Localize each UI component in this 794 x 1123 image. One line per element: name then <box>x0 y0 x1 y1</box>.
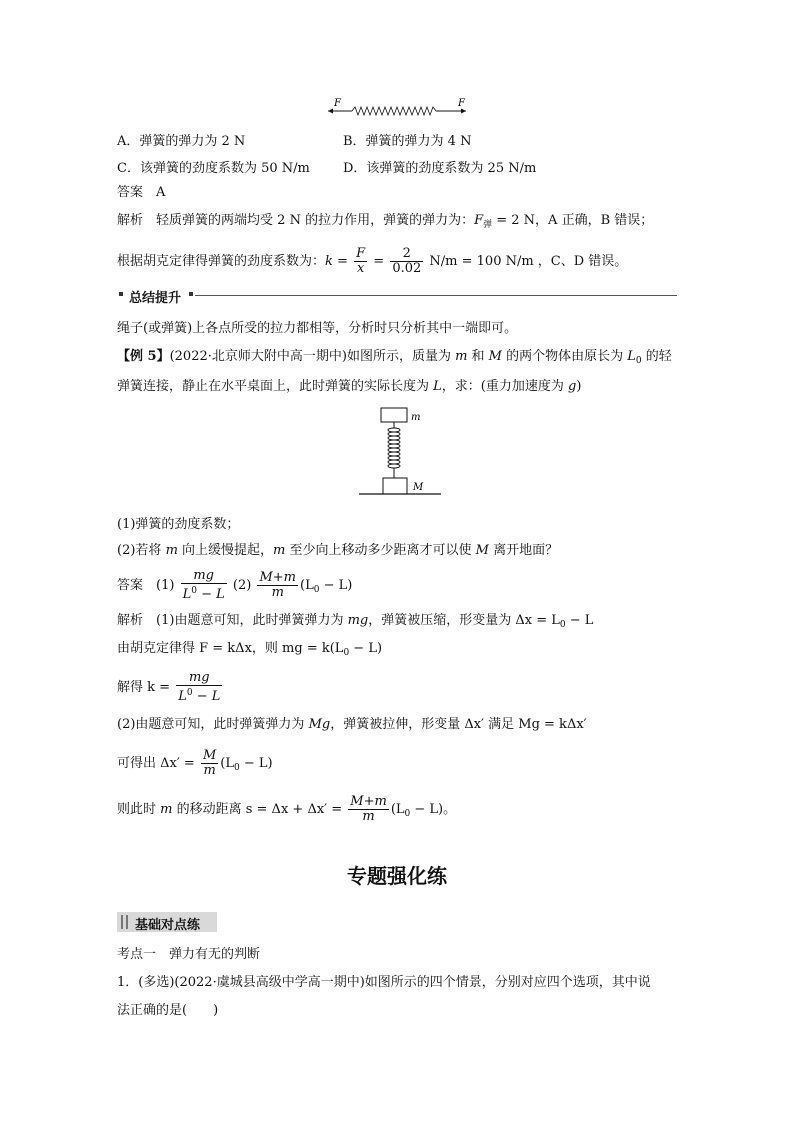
force-right-label: F <box>458 98 465 109</box>
analysis-2-line-4: (2)由题意可知，此时弹簧弹力为 Mg，弹簧被拉伸，形变量 Δx′ 满足 Mg = kΔx′ <box>117 717 587 732</box>
distance-fraction: $\frac{M+m}{m}$ <box>350 794 387 824</box>
mass-M-label: M <box>413 482 424 493</box>
answer-label: 答案 <box>117 185 144 200</box>
analysis-2-line-2: 由胡克定律得 F = kΔx，则 mg = $k(L_0 - L)$ <box>117 641 383 658</box>
basic-practice-label <box>117 912 217 932</box>
fraction-f-over-x: $\frac{F}{x}$ <box>356 246 366 276</box>
vertical-spring <box>388 428 400 468</box>
answer-line-1 <box>117 184 165 202</box>
summary-text: 绳子(或弹簧)上各点所受的拉力都相等，分析时只分析其中一端即可。 <box>117 321 518 336</box>
analysis-label: 解析 <box>117 213 144 228</box>
k-fraction: $\frac{mg}{L^0 - L}$ <box>178 670 221 704</box>
answer-fraction-2: $\frac{M+m}{m}$ <box>259 570 296 600</box>
section-title: 专题强化练 <box>347 864 447 888</box>
mass-M-block <box>383 478 407 494</box>
analysis-1-line-1: 解析 轻质弹簧的两端均受 2 N 的拉力作用，弹簧的弹力为：$F_弹 = 2$ N，A 正确，B 错误； <box>117 213 654 230</box>
answer-fraction-1: $\frac{mg}{L^0 - L}$ <box>182 568 225 602</box>
option-a: A．弹簧的弹力为 2 N <box>117 134 246 149</box>
spring-tension-figure <box>322 96 472 120</box>
answer-value: A <box>156 185 166 200</box>
example-5-line-1: 【例 5】(2022·北京师大附中高一期中)如图所示，质量为 m 和 M 的两个物体由原长为 $L_0$ 的轻 <box>117 349 672 366</box>
test-point: 考点一 弹力有无的判断 <box>117 947 261 962</box>
option-b: B．弹簧的弹力为 4 N <box>343 134 472 149</box>
fraction-2-over-002: $\frac{2}{0.02}$ <box>392 246 422 276</box>
question-2: (2)若将 m 向上缓慢提起，m 至少向上移动多少距离才可以使 M 离开地面？ <box>117 543 559 558</box>
analysis-2-line-6: 则此时 m 的移动距离 s = Δx + Δx′ = $\frac{M+m}{m}$ $(L_0 - L)$。 <box>117 794 457 824</box>
spring-zigzag <box>352 107 436 115</box>
question-1-line-1: 1．(多选)(2022·虞城县高级中学高一期中)如图所示的四个情景，分别对应四个选项，其中说 <box>117 975 651 990</box>
mass-m-block <box>381 408 407 422</box>
analysis-2-line-5: 可得出 Δx′ = $\frac{M}{m}$ $(L_0 - L)$ <box>117 748 273 778</box>
dx-prime-fraction: $\frac{M}{m}$ <box>202 748 217 778</box>
force-left-label: F <box>334 98 341 109</box>
analysis-1-line-2: 根据胡克定律得弹簧的劲度系数为：k = $\frac{F}{x}$ = $\frac{2}{0.02}$ N/m = 100 N/m ，C、D 错误。 <box>117 246 628 276</box>
analysis-2-line-3: 解得 k = $\frac{mg}{L^0 - L}$ <box>117 670 221 704</box>
question-1: (1)弹簧的劲度系数； <box>117 517 240 532</box>
spring-mass-figure <box>355 404 445 500</box>
summary-title: 总结提升 <box>129 291 182 306</box>
option-c: C．该弹簧的劲度系数为 50 N/m <box>117 161 310 176</box>
basic-practice-text: 基础对点练 <box>135 918 201 933</box>
summary-header <box>117 287 677 306</box>
mass-m-label: m <box>411 412 421 423</box>
question-1-line-2: 法正确的是( ) <box>117 1003 219 1018</box>
example-5-line-2: 弹簧连接，静止在水平桌面上，此时弹簧的实际长度为 L，求：(重力加速度为 g) <box>117 379 582 394</box>
option-d: D．该弹簧的劲度系数为 25 N/m <box>343 161 537 176</box>
analysis-2-line-1: 解析 (1)由题意可知，此时弹簧弹力为 mg，弹簧被压缩，形变量为 $\Delta x = L_0 - L$ <box>117 613 594 630</box>
answer-line-2: 答案 (1) $\frac{mg}{L^0 - L}$ (2) $\frac{M+m}{m}$ $(L_0 - L)$ <box>117 568 353 602</box>
